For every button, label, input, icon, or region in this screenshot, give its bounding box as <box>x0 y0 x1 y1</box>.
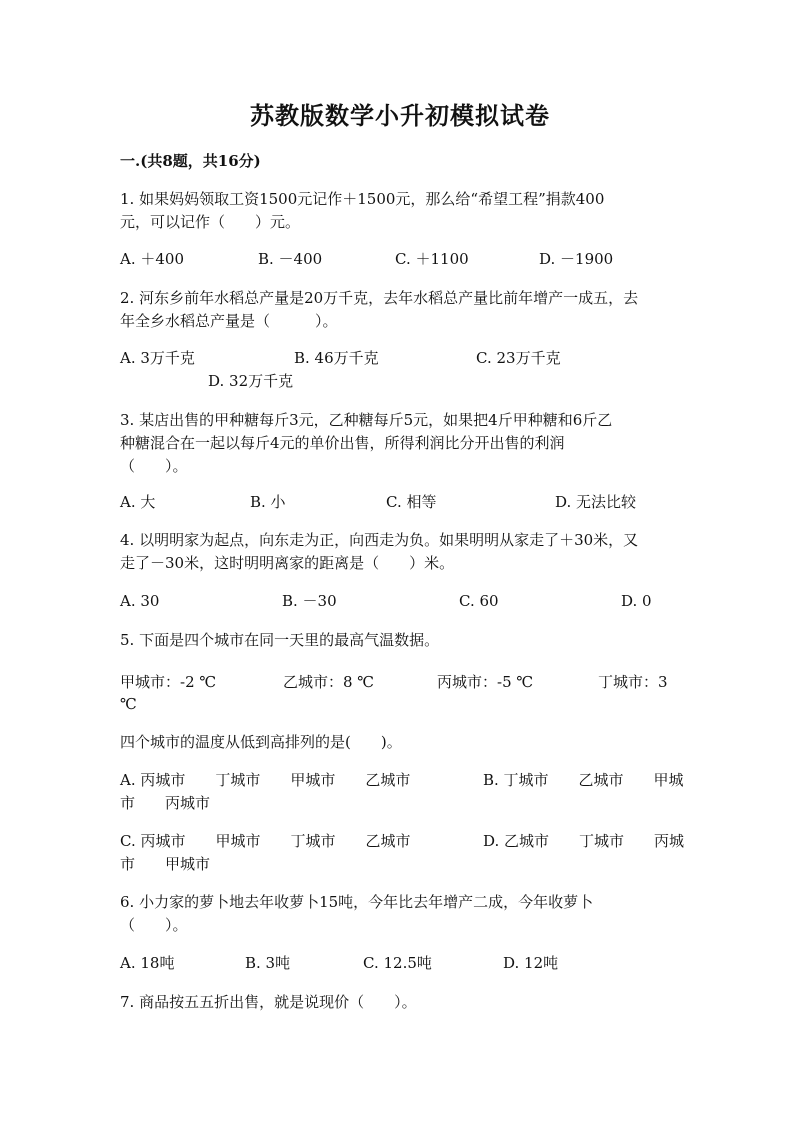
question-2-option-b: B. 46万千克 <box>294 349 379 367</box>
question-6-line-2: （ ）。 <box>120 916 188 934</box>
question-5-option-b-continued: 市 丙城市 <box>120 794 211 812</box>
question-6-option-b: B. 3吨 <box>245 954 291 972</box>
question-5-option-a: A. 丙城市 丁城市 甲城市 乙城市 <box>120 771 411 789</box>
question-4-option-b: B. －30 <box>282 592 337 610</box>
question-6-line-1: 6. 小力家的萝卜地去年收萝卜15吨，今年比去年增产二成，今年收萝卜 <box>120 893 594 911</box>
question-5-city-3: 丙城市：-5 ℃ <box>437 673 534 691</box>
question-3-option-c: C. 相等 <box>386 493 437 511</box>
question-3-line-1: 3. 某店出售的甲种糖每斤3元，乙种糖每斤5元，如果把4斤甲种糖和6斤乙 <box>120 411 613 429</box>
question-2-line-1: 2. 河东乡前年水稻总产量是20万千克，去年水稻总产量比前年增产一成五，去 <box>120 289 639 307</box>
question-3-line-2: 种糖混合在一起以每斤4元的单价出售，所得利润比分开出售的利润 <box>120 434 565 452</box>
question-4-option-d: D. 0 <box>621 592 652 610</box>
question-1-option-a: A. ＋400 <box>120 250 184 268</box>
question-4-option-a: A. 30 <box>120 592 160 610</box>
question-3-option-b: B. 小 <box>250 493 286 511</box>
question-2-line-2: 年全乡水稻总产量是（ ）。 <box>120 312 338 330</box>
question-5-option-b: B. 丁城市 乙城市 甲城 <box>483 771 684 789</box>
question-4-line-2: 走了－30米，这时明明离家的距离是（ ）米。 <box>120 554 455 572</box>
question-2-option-d: D. 32万千克 <box>208 372 294 390</box>
question-1-line-1: 1. 如果妈妈领取工资1500元记作＋1500元，那么给“希望工程”捐款400 <box>120 190 605 208</box>
question-5-option-c: C. 丙城市 甲城市 丁城市 乙城市 <box>120 832 411 850</box>
question-6-option-a: A. 18吨 <box>120 954 175 972</box>
question-4-line-1: 4. 以明明家为起点，向东走为正，向西走为负。如果明明从家走了＋30米，又 <box>120 531 639 549</box>
question-2-option-c: C. 23万千克 <box>476 349 561 367</box>
question-1-option-c: C. ＋1100 <box>395 250 469 268</box>
question-5-prompt: 四个城市的温度从低到高排列的是( )。 <box>120 733 402 751</box>
question-6-option-d: D. 12吨 <box>503 954 559 972</box>
page-title: 苏教版数学小升初模拟试卷 <box>250 101 550 130</box>
question-5-city-4-unit: ℃ <box>120 695 137 713</box>
question-5-city-1: 甲城市：-2 ℃ <box>120 673 217 691</box>
question-3-line-3: （ ）。 <box>120 457 188 475</box>
question-5-city-2: 乙城市：8 ℃ <box>283 673 375 691</box>
question-3-option-a: A. 大 <box>120 493 156 511</box>
question-1-option-d: D. －1900 <box>539 250 614 268</box>
question-1-option-b: B. －400 <box>258 250 323 268</box>
question-2-option-a: A. 3万千克 <box>120 349 195 367</box>
question-6-option-c: C. 12.5吨 <box>363 954 432 972</box>
question-7-line-1: 7. 商品按五五折出售，就是说现价（ ）。 <box>120 993 417 1011</box>
question-4-option-c: C. 60 <box>459 592 499 610</box>
question-5-option-d-continued: 市 甲城市 <box>120 855 211 873</box>
section-heading: 一.(共8题，共16分) <box>120 152 261 170</box>
question-5-city-4: 丁城市：3 <box>598 673 668 691</box>
question-3-option-d: D. 无法比较 <box>555 493 637 511</box>
question-1-line-2: 元，可以记作（ ）元。 <box>120 213 301 231</box>
question-5-option-d: D. 乙城市 丁城市 丙城 <box>483 832 685 850</box>
question-5-line-1: 5. 下面是四个城市在同一天里的最高气温数据。 <box>120 631 440 649</box>
